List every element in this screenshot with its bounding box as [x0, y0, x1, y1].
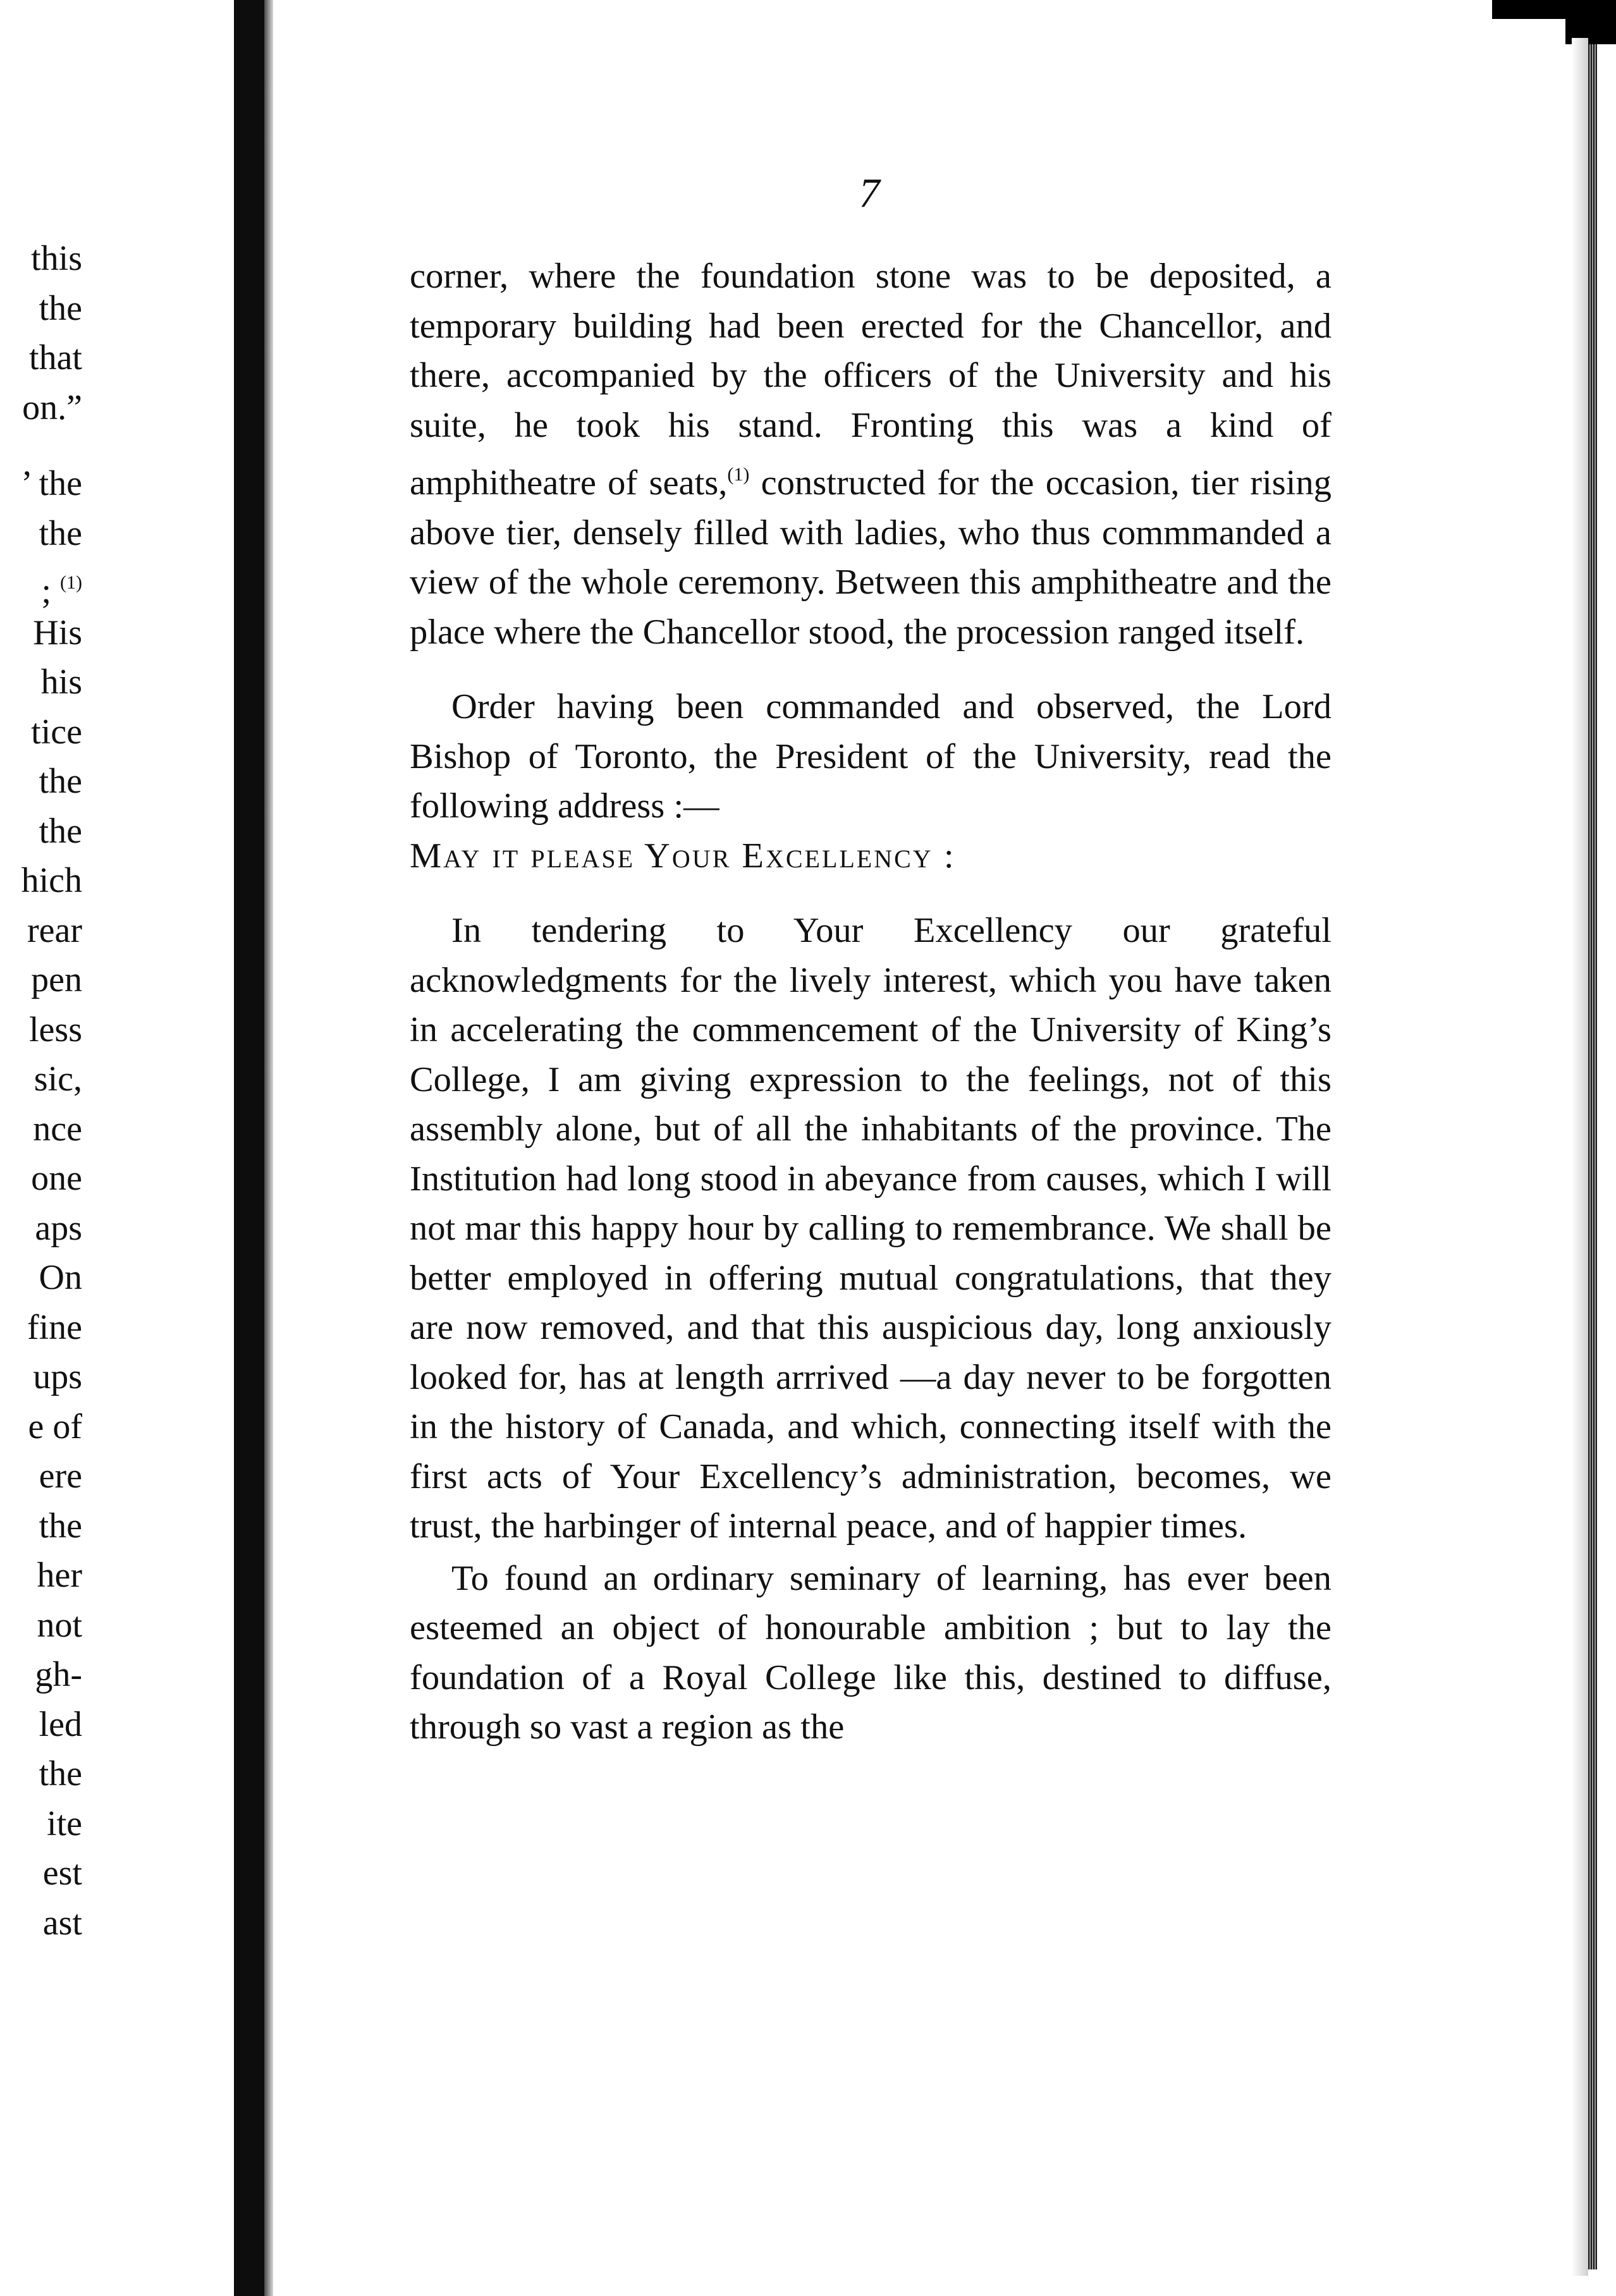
- verso-fragment: fine: [27, 1307, 82, 1347]
- page-edge-stack: [1588, 44, 1597, 2269]
- verso-fragment: her: [37, 1556, 82, 1595]
- verso-fragment: rear: [27, 910, 82, 950]
- verso-fragment: pen: [31, 960, 82, 999]
- page-number: 7: [859, 170, 880, 216]
- page-body: [410, 252, 1331, 1752]
- verso-fragment: nce: [33, 1109, 82, 1149]
- verso-fragment: ’ the: [21, 464, 82, 503]
- verso-fragment: est: [42, 1853, 82, 1893]
- verso-fragment: that: [29, 338, 82, 377]
- verso-fragment: led: [39, 1704, 82, 1744]
- verso-fragment: ups: [33, 1357, 82, 1396]
- gutter-shadow: [264, 0, 273, 2296]
- verso-fragment: His: [33, 613, 82, 652]
- verso-fragment: not: [37, 1605, 82, 1645]
- paragraph-procession: [410, 252, 1331, 657]
- verso-fragment: the: [39, 762, 82, 801]
- verso-fragment: the: [39, 1754, 82, 1793]
- footnote-marker: (1): [727, 464, 750, 485]
- verso-fragment: ast: [42, 1903, 82, 1943]
- paragraph-address: In tendering to Your Excellency our grateful acknowledgments for the lively interest, which you have taken in accelerating the commencement of the University of King’s College, I am giving expression to the feelings, not of this assembly alone, but of all the inhabitants of the province. The Institution had long stood in abeyance from causes, which I will not mar this happy hour by calling to remembrance. We shall be better employed in offering mutual congratulations, that they are now removed, and that this auspicious day, long anxiously looked for, has at length arrrived —a day never to be forgotten in the history of Canada, and which, connecting itself with the first acts of Your Excellency’s administration, becomes, we trust, the harbinger of internal peace, and of happier times.: [410, 911, 1331, 1546]
- verso-fragment: gh-: [35, 1655, 82, 1694]
- scan-corner-mark: [1492, 0, 1616, 19]
- verso-fragment: the: [39, 513, 82, 553]
- verso-fragment: ite: [47, 1804, 82, 1843]
- paragraph-order: Order having been commanded and observed, the Lord Bishop of Toronto, the President of the University, read the following address :—: [410, 687, 1331, 826]
- verso-fragment: the: [39, 811, 82, 851]
- verso-fragment: ere: [39, 1456, 82, 1496]
- page-edge-shadow: [1572, 38, 1588, 2276]
- paragraph-procession-rest: constructed for the occasion, tier rising above tier, densely filled with ladies, who thus commmanded a view of the whole ceremony. Between this amphitheatre and the place where the Chancellor stood, the procession ranged itself.: [410, 463, 1331, 652]
- verso-fragment: On: [39, 1258, 82, 1297]
- verso-fragment: less: [29, 1010, 82, 1049]
- verso-fragment-with-footnote: [0, 558, 82, 608]
- verso-fragment: aps: [35, 1208, 82, 1248]
- verso-page-fragments: [0, 234, 82, 1948]
- verso-fragment: one: [31, 1159, 82, 1198]
- verso-fragment: this: [31, 239, 82, 278]
- verso-fragment: tice: [31, 712, 82, 752]
- verso-footnote-marker: (1): [60, 572, 82, 593]
- verso-fragment: his: [40, 663, 82, 702]
- verso-fragment: the: [39, 288, 82, 328]
- verso-fragment: sic,: [34, 1059, 82, 1099]
- address-salutation: May it please Your Excellency :: [410, 836, 956, 876]
- book-gutter: [234, 0, 264, 2296]
- paragraph-procession-lead: corner, where the foundation stone was to be deposited, a temporary building had been erected for the Chancellor, and there, accompanied by the officers of the University and his suite, he took his stand. Fronting this was a kind of amphitheatre of seats,: [410, 257, 1331, 503]
- paragraph-royal-college: To found an ordinary seminary of learning, has ever been esteemed an object of honourable ambition ; but to lay the foundation of a Royal College like this, destined to diffuse, through so vast a region as the: [410, 1558, 1331, 1747]
- verso-fragment: hich: [21, 861, 82, 900]
- verso-fragment: e of: [28, 1407, 82, 1446]
- verso-fragment: the: [39, 1506, 82, 1546]
- verso-fragment: on.”: [22, 388, 82, 427]
- verso-fragment: ;: [41, 571, 52, 608]
